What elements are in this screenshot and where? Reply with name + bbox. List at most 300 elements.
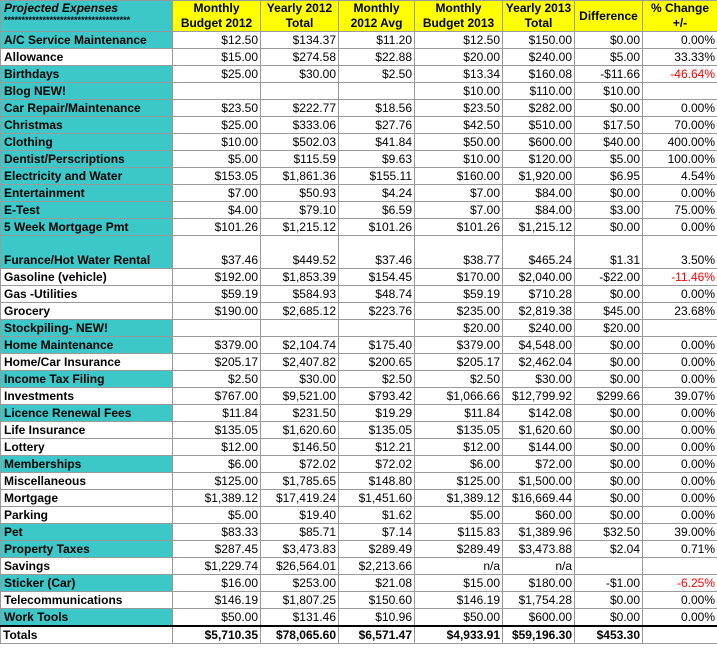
yearly-2012-total-cell[interactable]: $79.10 <box>261 202 339 219</box>
monthly-budget-2012-cell[interactable]: $192.00 <box>173 269 261 286</box>
difference-cell[interactable]: $0.00 <box>575 185 643 202</box>
category-name-cell[interactable]: Christmas <box>1 117 173 134</box>
monthly-budget-2012-cell[interactable]: $4.00 <box>173 202 261 219</box>
header-yearly-2012-total[interactable]: Yearly 2012 Total <box>261 1 339 32</box>
yearly-2013-total-cell[interactable]: $144.00 <box>503 439 575 456</box>
monthly-2012-avg-cell[interactable]: $37.46 <box>339 236 415 269</box>
percent-change-cell[interactable]: 0.00% <box>643 507 717 524</box>
monthly-budget-2013-cell[interactable]: $12.50 <box>415 32 503 49</box>
yearly-2012-total-cell[interactable]: $2,104.74 <box>261 337 339 354</box>
category-name-cell[interactable]: Dentist/Perscriptions <box>1 151 173 168</box>
category-name-cell[interactable]: Investments <box>1 388 173 405</box>
monthly-2012-avg-cell[interactable]: $2.50 <box>339 371 415 388</box>
difference-cell[interactable]: $2.04 <box>575 541 643 558</box>
category-name-cell[interactable]: Memberships <box>1 456 173 473</box>
yearly-2012-total-cell[interactable]: $274.58 <box>261 49 339 66</box>
difference-cell[interactable] <box>575 558 643 575</box>
monthly-budget-2013-cell[interactable]: $115.83 <box>415 524 503 541</box>
header-difference[interactable]: Difference <box>575 1 643 32</box>
yearly-2013-total-cell[interactable]: $510.00 <box>503 117 575 134</box>
difference-cell[interactable]: $0.00 <box>575 473 643 490</box>
monthly-2012-avg-cell[interactable] <box>339 83 415 100</box>
yearly-2012-total-cell[interactable]: $253.00 <box>261 575 339 592</box>
monthly-2012-avg-cell[interactable]: $289.49 <box>339 541 415 558</box>
difference-cell[interactable]: -$22.00 <box>575 269 643 286</box>
monthly-budget-2012-cell[interactable] <box>173 320 261 337</box>
monthly-budget-2013-cell[interactable]: $146.19 <box>415 592 503 609</box>
monthly-budget-2012-cell[interactable]: $15.00 <box>173 49 261 66</box>
difference-cell[interactable]: $17.50 <box>575 117 643 134</box>
table-row <box>1 541 717 558</box>
yearly-2012-total-cell[interactable]: $85.71 <box>261 524 339 541</box>
monthly-2012-avg-cell[interactable]: $19.29 <box>339 405 415 422</box>
difference-cell[interactable]: $6.95 <box>575 168 643 185</box>
yearly-2013-total-cell[interactable]: $160.08 <box>503 66 575 83</box>
yearly-2012-total-cell[interactable]: $26,564.01 <box>261 558 339 575</box>
percent-change-cell[interactable]: 0.00% <box>643 405 717 422</box>
category-name-cell[interactable]: Electricity and Water <box>1 168 173 185</box>
monthly-budget-2013-cell[interactable]: $7.00 <box>415 185 503 202</box>
yearly-2012-total-cell[interactable]: $2,685.12 <box>261 303 339 320</box>
monthly-2012-avg-cell[interactable]: $6.59 <box>339 202 415 219</box>
yearly-2013-total-cell[interactable]: $84.00 <box>503 202 575 219</box>
yearly-2012-total-cell[interactable]: $449.52 <box>261 236 339 269</box>
yearly-2012-total-cell[interactable]: $134.37 <box>261 32 339 49</box>
table-row <box>1 592 717 609</box>
monthly-2012-avg-cell[interactable]: $72.02 <box>339 456 415 473</box>
yearly-2013-total-cell[interactable]: $1,389.96 <box>503 524 575 541</box>
yearly-2012-total-cell[interactable]: $30.00 <box>261 66 339 83</box>
monthly-budget-2012-cell[interactable]: $25.00 <box>173 117 261 134</box>
yearly-2013-total-cell[interactable]: $710.28 <box>503 286 575 303</box>
yearly-2013-total-cell[interactable]: $465.24 <box>503 236 575 269</box>
percent-change-cell[interactable]: 400.00% <box>643 134 717 151</box>
percent-change-cell[interactable]: 75.00% <box>643 202 717 219</box>
difference-cell[interactable]: -$11.66 <box>575 66 643 83</box>
category-name-cell[interactable]: Gasoline (vehicle) <box>1 269 173 286</box>
percent-change-cell[interactable]: 0.71% <box>643 541 717 558</box>
monthly-budget-2013-cell[interactable]: $11.84 <box>415 405 503 422</box>
monthly-2012-avg-cell[interactable]: $223.76 <box>339 303 415 320</box>
monthly-2012-avg-cell[interactable]: $2,213.66 <box>339 558 415 575</box>
yearly-2012-total-cell[interactable]: $19.40 <box>261 507 339 524</box>
percent-change-cell[interactable]: 39.07% <box>643 388 717 405</box>
category-name-cell[interactable]: Blog NEW! <box>1 83 173 100</box>
monthly-budget-2012-cell[interactable]: $135.05 <box>173 422 261 439</box>
category-name-cell[interactable]: Clothing <box>1 134 173 151</box>
monthly-2012-avg-cell[interactable]: $22.88 <box>339 49 415 66</box>
difference-cell[interactable]: $40.00 <box>575 134 643 151</box>
monthly-2012-avg-cell[interactable]: $155.11 <box>339 168 415 185</box>
monthly-2012-avg-cell[interactable]: $18.56 <box>339 100 415 117</box>
yearly-2013-total-cell[interactable]: $2,819.38 <box>503 303 575 320</box>
yearly-2012-total-cell[interactable]: $2,407.82 <box>261 354 339 371</box>
monthly-budget-2013-cell[interactable]: $160.00 <box>415 168 503 185</box>
percent-change-cell[interactable] <box>643 83 717 100</box>
yearly-2012-total-cell[interactable]: $115.59 <box>261 151 339 168</box>
yearly-2012-total-cell[interactable]: $584.93 <box>261 286 339 303</box>
monthly-budget-2012-cell[interactable]: $12.00 <box>173 439 261 456</box>
percent-change-cell[interactable]: 0.00% <box>643 490 717 507</box>
category-name-cell[interactable]: Miscellaneous <box>1 473 173 490</box>
yearly-2013-total-cell[interactable]: $240.00 <box>503 49 575 66</box>
total-yearly-2013-total-cell[interactable]: $59,196.30 <box>503 626 575 644</box>
total-yearly-2012-total-cell[interactable]: $78,065.60 <box>261 626 339 644</box>
monthly-budget-2012-cell[interactable]: $146.19 <box>173 592 261 609</box>
monthly-2012-avg-cell[interactable]: $101.26 <box>339 219 415 236</box>
yearly-2013-total-cell[interactable]: $72.00 <box>503 456 575 473</box>
monthly-budget-2013-cell[interactable]: $6.00 <box>415 456 503 473</box>
monthly-2012-avg-cell[interactable]: $41.84 <box>339 134 415 151</box>
monthly-budget-2013-cell[interactable]: $13.34 <box>415 66 503 83</box>
monthly-budget-2012-cell[interactable]: $125.00 <box>173 473 261 490</box>
yearly-2013-total-cell[interactable]: $600.00 <box>503 609 575 627</box>
monthly-budget-2012-cell[interactable]: $16.00 <box>173 575 261 592</box>
category-name-cell[interactable]: Entertainment <box>1 185 173 202</box>
category-name-cell[interactable]: Income Tax Filing <box>1 371 173 388</box>
yearly-2013-total-cell[interactable]: $150.00 <box>503 32 575 49</box>
difference-cell[interactable]: $32.50 <box>575 524 643 541</box>
monthly-budget-2012-cell[interactable]: $379.00 <box>173 337 261 354</box>
difference-cell[interactable]: $5.00 <box>575 49 643 66</box>
table-row <box>1 202 717 219</box>
monthly-budget-2012-cell[interactable]: $287.45 <box>173 541 261 558</box>
percent-change-cell[interactable]: 0.00% <box>643 422 717 439</box>
yearly-2013-total-cell[interactable]: $60.00 <box>503 507 575 524</box>
monthly-2012-avg-cell[interactable]: $1.62 <box>339 507 415 524</box>
monthly-budget-2012-cell[interactable]: $59.19 <box>173 286 261 303</box>
total-percent-change-cell[interactable] <box>643 626 717 644</box>
table-row <box>1 320 717 337</box>
yearly-2013-total-cell[interactable]: $110.00 <box>503 83 575 100</box>
monthly-2012-avg-cell[interactable]: $1,451.60 <box>339 490 415 507</box>
table-row <box>1 558 717 575</box>
table-row <box>1 117 717 134</box>
monthly-budget-2013-cell[interactable]: $10.00 <box>415 151 503 168</box>
monthly-2012-avg-cell[interactable]: $4.24 <box>339 185 415 202</box>
yearly-2013-total-cell[interactable]: $3,473.88 <box>503 541 575 558</box>
yearly-2013-total-cell[interactable]: $1,754.28 <box>503 592 575 609</box>
monthly-budget-2013-cell[interactable]: $7.00 <box>415 202 503 219</box>
category-name-cell[interactable]: Gas -Utilities <box>1 286 173 303</box>
header-percent-change[interactable]: % Change +/- <box>643 1 717 32</box>
monthly-2012-avg-cell[interactable]: $27.76 <box>339 117 415 134</box>
yearly-2012-total-cell[interactable]: $222.77 <box>261 100 339 117</box>
percent-change-cell[interactable]: 3.50% <box>643 236 717 269</box>
difference-cell[interactable]: $0.00 <box>575 439 643 456</box>
percent-change-cell[interactable] <box>643 558 717 575</box>
category-name-cell[interactable]: 5 Week Mortgage Pmt <box>1 219 173 236</box>
table-row <box>1 524 717 541</box>
percent-change-cell[interactable]: 0.00% <box>643 592 717 609</box>
yearly-2013-total-cell[interactable]: $1,500.00 <box>503 473 575 490</box>
category-name-cell[interactable]: A/C Service Maintenance <box>1 32 173 49</box>
yearly-2013-total-cell[interactable]: $142.08 <box>503 405 575 422</box>
monthly-budget-2013-cell[interactable]: $20.00 <box>415 320 503 337</box>
monthly-budget-2013-cell[interactable]: $50.00 <box>415 134 503 151</box>
monthly-budget-2012-cell[interactable]: $767.00 <box>173 388 261 405</box>
monthly-2012-avg-cell[interactable]: $11.20 <box>339 32 415 49</box>
difference-cell[interactable]: $10.00 <box>575 83 643 100</box>
difference-cell[interactable]: $20.00 <box>575 320 643 337</box>
header-monthly-budget-2013[interactable]: Monthly Budget 2013 <box>415 1 503 32</box>
monthly-budget-2013-cell[interactable]: $23.50 <box>415 100 503 117</box>
category-name-cell[interactable]: Sticker (Car) <box>1 575 173 592</box>
category-name-cell[interactable]: Life Insurance <box>1 422 173 439</box>
monthly-budget-2013-cell[interactable]: $42.50 <box>415 117 503 134</box>
yearly-2013-total-cell[interactable]: $30.00 <box>503 371 575 388</box>
monthly-budget-2012-cell[interactable]: $153.05 <box>173 168 261 185</box>
category-name-cell[interactable]: Grocery <box>1 303 173 320</box>
category-name-cell[interactable]: Telecommunications <box>1 592 173 609</box>
total-monthly-budget-2013-cell[interactable]: $4,933.91 <box>415 626 503 644</box>
category-name-cell[interactable]: Allowance <box>1 49 173 66</box>
yearly-2012-total-cell[interactable] <box>261 320 339 337</box>
monthly-2012-avg-cell[interactable]: $48.74 <box>339 286 415 303</box>
yearly-2012-total-cell[interactable]: $9,521.00 <box>261 388 339 405</box>
percent-change-cell[interactable]: 0.00% <box>643 100 717 117</box>
yearly-2012-total-cell[interactable]: $30.00 <box>261 371 339 388</box>
monthly-budget-2013-cell[interactable]: $101.26 <box>415 219 503 236</box>
category-name-cell[interactable]: Home Maintenance <box>1 337 173 354</box>
difference-cell[interactable]: $0.00 <box>575 422 643 439</box>
monthly-budget-2013-cell[interactable]: $20.00 <box>415 49 503 66</box>
monthly-budget-2013-cell[interactable]: $15.00 <box>415 575 503 592</box>
difference-cell[interactable]: $0.00 <box>575 219 643 236</box>
monthly-budget-2013-cell[interactable]: $2.50 <box>415 371 503 388</box>
difference-cell[interactable]: $0.00 <box>575 592 643 609</box>
percent-change-cell[interactable]: 23.68% <box>643 303 717 320</box>
yearly-2013-total-cell[interactable]: $16,669.44 <box>503 490 575 507</box>
percent-change-cell[interactable]: 33.33% <box>643 49 717 66</box>
header-monthly-budget-2012[interactable]: Monthly Budget 2012 <box>173 1 261 32</box>
monthly-2012-avg-cell[interactable]: $150.60 <box>339 592 415 609</box>
difference-cell[interactable]: $3.00 <box>575 202 643 219</box>
monthly-budget-2013-cell[interactable]: $289.49 <box>415 541 503 558</box>
totals-label-cell[interactable]: Totals <box>1 626 173 644</box>
percent-change-cell[interactable]: 0.00% <box>643 32 717 49</box>
yearly-2012-total-cell[interactable]: $1,215.12 <box>261 219 339 236</box>
yearly-2013-total-cell[interactable]: $120.00 <box>503 151 575 168</box>
monthly-budget-2012-cell[interactable]: $190.00 <box>173 303 261 320</box>
category-name-cell[interactable]: E-Test <box>1 202 173 219</box>
monthly-budget-2013-cell[interactable]: $59.19 <box>415 286 503 303</box>
monthly-budget-2013-cell[interactable]: $205.17 <box>415 354 503 371</box>
percent-change-cell[interactable]: -46.64% <box>643 66 717 83</box>
monthly-budget-2013-cell[interactable]: n/a <box>415 558 503 575</box>
sheet-title-cell[interactable] <box>1 1 173 32</box>
difference-cell[interactable]: $0.00 <box>575 507 643 524</box>
monthly-budget-2013-cell[interactable]: $1,066.66 <box>415 388 503 405</box>
monthly-2012-avg-cell[interactable]: $175.40 <box>339 337 415 354</box>
percent-change-cell[interactable]: 4.54% <box>643 168 717 185</box>
monthly-2012-avg-cell[interactable]: $148.80 <box>339 473 415 490</box>
category-name-cell[interactable]: Mortgage <box>1 490 173 507</box>
difference-cell[interactable]: $0.00 <box>575 100 643 117</box>
category-name-cell[interactable]: Furance/Hot Water Rental <box>1 236 173 269</box>
header-monthly-2012-avg[interactable]: Monthly 2012 Avg <box>339 1 415 32</box>
category-name-cell[interactable]: Licence Renewal Fees <box>1 405 173 422</box>
difference-cell[interactable]: $0.00 <box>575 456 643 473</box>
yearly-2013-total-cell[interactable]: $282.00 <box>503 100 575 117</box>
total-monthly-budget-2012-cell[interactable]: $5,710.35 <box>173 626 261 644</box>
monthly-budget-2012-cell[interactable]: $1,229.74 <box>173 558 261 575</box>
monthly-budget-2012-cell[interactable]: $5.00 <box>173 507 261 524</box>
yearly-2013-total-cell[interactable]: $2,462.04 <box>503 354 575 371</box>
category-name-cell[interactable]: Savings <box>1 558 173 575</box>
yearly-2012-total-cell[interactable]: $1,853.39 <box>261 269 339 286</box>
monthly-budget-2013-cell[interactable]: $10.00 <box>415 83 503 100</box>
difference-cell[interactable]: -$1.00 <box>575 575 643 592</box>
monthly-budget-2013-cell[interactable]: $135.05 <box>415 422 503 439</box>
monthly-budget-2013-cell[interactable]: $1,389.12 <box>415 490 503 507</box>
monthly-2012-avg-cell[interactable]: $9.63 <box>339 151 415 168</box>
percent-change-cell[interactable]: 100.00% <box>643 151 717 168</box>
monthly-budget-2013-cell[interactable]: $125.00 <box>415 473 503 490</box>
monthly-budget-2012-cell[interactable]: $101.26 <box>173 219 261 236</box>
difference-cell[interactable]: $5.00 <box>575 151 643 168</box>
category-name-cell[interactable]: Lottery <box>1 439 173 456</box>
difference-cell[interactable]: $0.00 <box>575 371 643 388</box>
yearly-2012-total-cell[interactable]: $231.50 <box>261 405 339 422</box>
category-name-cell[interactable]: Pet <box>1 524 173 541</box>
yearly-2013-total-cell[interactable]: n/a <box>503 558 575 575</box>
monthly-budget-2013-cell[interactable]: $38.77 <box>415 236 503 269</box>
difference-cell[interactable]: $299.66 <box>575 388 643 405</box>
monthly-2012-avg-cell[interactable]: $7.14 <box>339 524 415 541</box>
percent-change-cell[interactable] <box>643 320 717 337</box>
monthly-2012-avg-cell[interactable]: $200.65 <box>339 354 415 371</box>
monthly-2012-avg-cell[interactable]: $135.05 <box>339 422 415 439</box>
difference-cell[interactable]: $0.00 <box>575 354 643 371</box>
yearly-2012-total-cell[interactable]: $333.06 <box>261 117 339 134</box>
yearly-2012-total-cell[interactable]: $50.93 <box>261 185 339 202</box>
total-difference-cell[interactable]: $453.30 <box>575 626 643 644</box>
total-monthly-2012-avg-cell[interactable]: $6,571.47 <box>339 626 415 644</box>
monthly-2012-avg-cell[interactable]: $10.96 <box>339 609 415 627</box>
monthly-budget-2013-cell[interactable]: $50.00 <box>415 609 503 627</box>
difference-cell[interactable]: $0.00 <box>575 337 643 354</box>
yearly-2013-total-cell[interactable]: $1,620.60 <box>503 422 575 439</box>
yearly-2013-total-cell[interactable]: $1,215.12 <box>503 219 575 236</box>
percent-change-cell[interactable]: 39.00% <box>643 524 717 541</box>
monthly-budget-2012-cell[interactable]: $37.46 <box>173 236 261 269</box>
monthly-budget-2013-cell[interactable]: $379.00 <box>415 337 503 354</box>
yearly-2012-total-cell[interactable] <box>261 83 339 100</box>
yearly-2012-total-cell[interactable]: $131.46 <box>261 609 339 627</box>
monthly-2012-avg-cell[interactable]: $793.42 <box>339 388 415 405</box>
percent-change-cell[interactable]: -11.46% <box>643 269 717 286</box>
percent-change-cell[interactable]: -6.25% <box>643 575 717 592</box>
yearly-2012-total-cell[interactable]: $1,807.25 <box>261 592 339 609</box>
monthly-2012-avg-cell[interactable]: $21.08 <box>339 575 415 592</box>
monthly-2012-avg-cell[interactable]: $154.45 <box>339 269 415 286</box>
yearly-2013-total-cell[interactable]: $2,040.00 <box>503 269 575 286</box>
percent-change-cell[interactable]: 0.00% <box>643 286 717 303</box>
percent-change-cell[interactable]: 0.00% <box>643 439 717 456</box>
monthly-budget-2012-cell[interactable] <box>173 83 261 100</box>
monthly-budget-2012-cell[interactable]: $23.50 <box>173 100 261 117</box>
percent-change-cell[interactable]: 0.00% <box>643 473 717 490</box>
category-name-cell[interactable]: Work Tools <box>1 609 173 627</box>
percent-change-cell[interactable]: 0.00% <box>643 371 717 388</box>
category-name-cell[interactable]: Stockpiling- NEW! <box>1 320 173 337</box>
category-name-cell[interactable]: Property Taxes <box>1 541 173 558</box>
table-row <box>1 151 717 168</box>
monthly-2012-avg-cell[interactable]: $2.50 <box>339 66 415 83</box>
yearly-2013-total-cell[interactable]: $180.00 <box>503 575 575 592</box>
table-row <box>1 134 717 151</box>
yearly-2012-total-cell[interactable]: $3,473.83 <box>261 541 339 558</box>
difference-cell[interactable]: $0.00 <box>575 405 643 422</box>
percent-change-cell[interactable]: 70.00% <box>643 117 717 134</box>
yearly-2012-total-cell[interactable]: $146.50 <box>261 439 339 456</box>
percent-change-cell[interactable]: 0.00% <box>643 456 717 473</box>
yearly-2013-total-cell[interactable]: $12,799.92 <box>503 388 575 405</box>
difference-cell[interactable]: $45.00 <box>575 303 643 320</box>
yearly-2013-total-cell[interactable]: $1,920.00 <box>503 168 575 185</box>
table-row <box>1 456 717 473</box>
table-row <box>1 185 717 202</box>
monthly-budget-2012-cell[interactable]: $1,389.12 <box>173 490 261 507</box>
yearly-2012-total-cell[interactable]: $1,785.65 <box>261 473 339 490</box>
monthly-budget-2012-cell[interactable]: $50.00 <box>173 609 261 627</box>
difference-cell[interactable]: $0.00 <box>575 490 643 507</box>
yearly-2012-total-cell[interactable]: $502.03 <box>261 134 339 151</box>
monthly-budget-2012-cell[interactable]: $10.00 <box>173 134 261 151</box>
monthly-budget-2012-cell[interactable]: $2.50 <box>173 371 261 388</box>
monthly-budget-2012-cell[interactable]: $205.17 <box>173 354 261 371</box>
difference-cell[interactable]: $0.00 <box>575 609 643 627</box>
monthly-budget-2013-cell[interactable]: $5.00 <box>415 507 503 524</box>
monthly-budget-2012-cell[interactable]: $25.00 <box>173 66 261 83</box>
percent-change-cell[interactable]: 0.00% <box>643 185 717 202</box>
monthly-budget-2012-cell[interactable]: $83.33 <box>173 524 261 541</box>
difference-cell[interactable]: $0.00 <box>575 32 643 49</box>
category-name-cell[interactable]: Parking <box>1 507 173 524</box>
table-row <box>1 388 717 405</box>
monthly-budget-2012-cell[interactable]: $5.00 <box>173 151 261 168</box>
category-name-cell[interactable]: Home/Car Insurance <box>1 354 173 371</box>
monthly-2012-avg-cell[interactable]: $12.21 <box>339 439 415 456</box>
yearly-2012-total-cell[interactable]: $17,419.24 <box>261 490 339 507</box>
yearly-2012-total-cell[interactable]: $72.02 <box>261 456 339 473</box>
monthly-budget-2013-cell[interactable]: $235.00 <box>415 303 503 320</box>
yearly-2012-total-cell[interactable]: $1,861.36 <box>261 168 339 185</box>
header-yearly-2013-total[interactable]: Yearly 2013 Total <box>503 1 575 32</box>
category-name-cell[interactable]: Birthdays <box>1 66 173 83</box>
percent-change-cell[interactable]: 0.00% <box>643 337 717 354</box>
monthly-budget-2012-cell[interactable]: $7.00 <box>173 185 261 202</box>
monthly-budget-2012-cell[interactable]: $12.50 <box>173 32 261 49</box>
monthly-2012-avg-cell[interactable] <box>339 320 415 337</box>
percent-change-cell[interactable]: 0.00% <box>643 609 717 627</box>
percent-change-cell[interactable]: 0.00% <box>643 354 717 371</box>
yearly-2013-total-cell[interactable]: $240.00 <box>503 320 575 337</box>
yearly-2013-total-cell[interactable]: $600.00 <box>503 134 575 151</box>
difference-cell[interactable]: $1.31 <box>575 236 643 269</box>
percent-change-cell[interactable]: 0.00% <box>643 219 717 236</box>
difference-cell[interactable]: $0.00 <box>575 286 643 303</box>
yearly-2013-total-cell[interactable]: $84.00 <box>503 185 575 202</box>
monthly-budget-2012-cell[interactable]: $6.00 <box>173 456 261 473</box>
yearly-2012-total-cell[interactable]: $1,620.60 <box>261 422 339 439</box>
yearly-2013-total-cell[interactable]: $4,548.00 <box>503 337 575 354</box>
category-name-cell[interactable]: Car Repair/Maintenance <box>1 100 173 117</box>
monthly-budget-2013-cell[interactable]: $170.00 <box>415 269 503 286</box>
monthly-budget-2012-cell[interactable]: $11.84 <box>173 405 261 422</box>
monthly-budget-2013-cell[interactable]: $12.00 <box>415 439 503 456</box>
